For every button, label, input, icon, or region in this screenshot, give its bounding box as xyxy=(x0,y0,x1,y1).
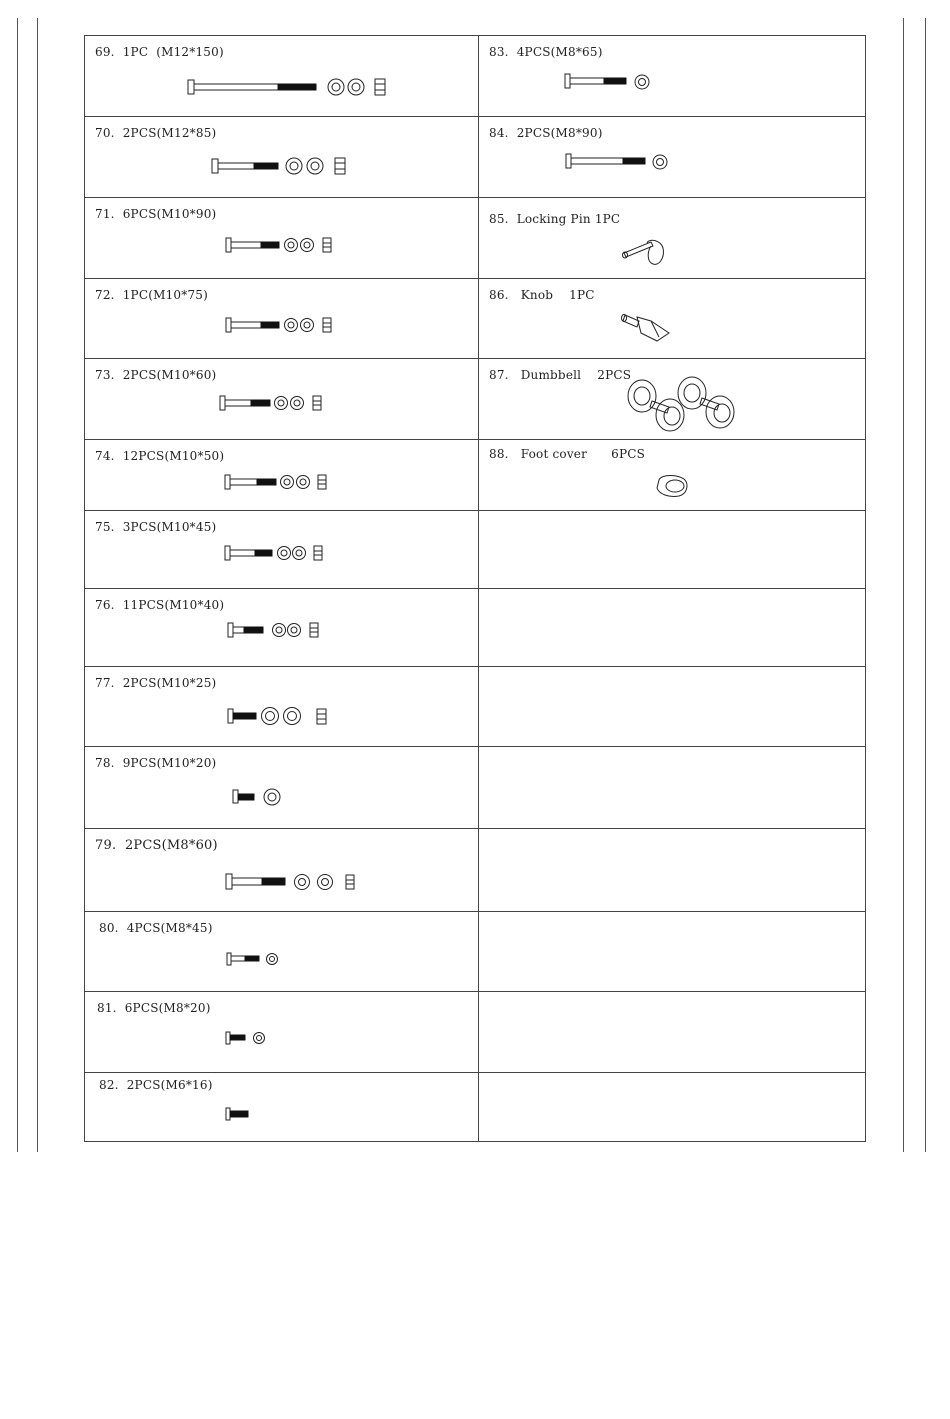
table-row xyxy=(85,511,866,589)
part-label: 77. 2PCS(M10*25) xyxy=(95,676,217,690)
washer-icon xyxy=(264,789,280,805)
washer-icon xyxy=(278,547,291,560)
left-margin-line-outer xyxy=(17,18,18,1152)
washer-icon xyxy=(301,239,314,252)
table-row xyxy=(85,1073,866,1142)
nut-icon xyxy=(310,623,318,637)
bolt-icon xyxy=(85,511,479,589)
part-label: 79. 2PCS(M8*60) xyxy=(95,838,218,853)
washer-icon xyxy=(288,624,301,637)
washer-icon xyxy=(293,547,306,560)
foot-cover-icon xyxy=(479,440,866,511)
part-label: 72. 1PC(M10*75) xyxy=(95,288,208,302)
part-label: 80. 4PCS(M8*45) xyxy=(99,921,213,935)
bolt-icon xyxy=(85,36,479,117)
nut-icon xyxy=(313,396,321,410)
bolt-icon xyxy=(85,829,479,912)
table-row xyxy=(85,589,866,667)
bolt-icon xyxy=(85,912,479,992)
empty-cell xyxy=(479,747,866,829)
table-row xyxy=(85,912,866,992)
bolt-icon xyxy=(85,747,479,829)
washer-icon xyxy=(284,708,301,725)
nut-icon xyxy=(335,158,345,174)
bolt-icon xyxy=(85,117,479,198)
part-cell xyxy=(479,440,866,511)
part-cell xyxy=(479,359,866,440)
left-margin-line-inner xyxy=(37,18,38,1152)
part-label: 76. 11PCS(M10*40) xyxy=(95,598,225,612)
washer-icon xyxy=(653,155,667,169)
empty-cell xyxy=(479,1073,866,1142)
part-cell xyxy=(479,279,866,359)
part-cell xyxy=(85,511,479,589)
part-label: 86. Knob 1PC xyxy=(489,288,595,302)
washer-icon xyxy=(318,875,333,890)
washer-icon xyxy=(635,75,649,89)
bolt-icon xyxy=(479,36,866,117)
washer-icon xyxy=(273,624,286,637)
empty-cell xyxy=(479,667,866,747)
nut-icon xyxy=(317,709,326,724)
hardware-parts-table xyxy=(84,35,866,1142)
bolt-icon xyxy=(85,198,479,279)
part-cell xyxy=(479,36,866,117)
right-margin-line-inner xyxy=(903,18,904,1152)
washer-icon xyxy=(267,954,278,965)
part-cell xyxy=(85,992,479,1073)
part-cell xyxy=(85,198,479,279)
washer-icon xyxy=(291,397,304,410)
knob-icon xyxy=(479,279,866,359)
washer-icon xyxy=(301,319,314,332)
empty-cell xyxy=(479,992,866,1073)
bolt-icon xyxy=(85,440,479,511)
part-label: 87. Dumbbell 2PCS xyxy=(489,368,632,382)
table-row xyxy=(85,359,866,440)
empty-cell xyxy=(479,589,866,667)
bolt-icon xyxy=(85,359,479,440)
bolt-icon xyxy=(85,279,479,359)
part-label: 84. 2PCS(M8*90) xyxy=(489,126,603,140)
part-label: 71. 6PCS(M10*90) xyxy=(95,207,217,221)
empty-cell xyxy=(479,829,866,912)
bolt-icon xyxy=(85,589,479,667)
washer-icon xyxy=(262,708,279,725)
part-cell xyxy=(85,667,479,747)
right-margin-line-outer xyxy=(925,18,926,1152)
part-cell xyxy=(85,1073,479,1142)
washer-icon xyxy=(297,476,310,489)
part-cell xyxy=(85,829,479,912)
nut-icon xyxy=(323,318,331,332)
part-label: 81. 6PCS(M8*20) xyxy=(97,1001,211,1015)
part-cell xyxy=(85,359,479,440)
part-cell xyxy=(85,36,479,117)
part-label: 85. Locking Pin 1PC xyxy=(489,212,621,226)
part-label: 83. 4PCS(M8*65) xyxy=(489,45,603,59)
table-row xyxy=(85,440,866,511)
bolt-icon xyxy=(85,1073,479,1142)
locking-pin-icon xyxy=(479,198,866,279)
part-label: 70. 2PCS(M12*85) xyxy=(95,126,217,140)
table-row xyxy=(85,117,866,198)
washer-icon xyxy=(285,319,298,332)
table-row xyxy=(85,36,866,117)
part-label: 82. 2PCS(M6*16) xyxy=(99,1078,213,1092)
dumbbell-icon xyxy=(479,359,866,440)
part-cell xyxy=(479,117,866,198)
part-label: 69. 1PC (M12*150) xyxy=(95,45,224,59)
washer-icon xyxy=(328,79,344,95)
part-cell xyxy=(85,912,479,992)
part-label: 75. 3PCS(M10*45) xyxy=(95,520,217,534)
bolt-icon xyxy=(85,667,479,747)
nut-icon xyxy=(314,546,322,560)
part-cell xyxy=(85,440,479,511)
table-row xyxy=(85,747,866,829)
part-cell xyxy=(85,747,479,829)
part-label: 74. 12PCS(M10*50) xyxy=(95,449,225,463)
table-row xyxy=(85,198,866,279)
table-row xyxy=(85,279,866,359)
part-cell xyxy=(85,589,479,667)
table-row xyxy=(85,992,866,1073)
part-label: 88. Foot cover 6PCS xyxy=(489,447,646,461)
part-cell xyxy=(479,198,866,279)
washer-icon xyxy=(285,239,298,252)
nut-icon xyxy=(346,875,354,889)
part-label: 73. 2PCS(M10*60) xyxy=(95,368,217,382)
nut-icon xyxy=(375,79,385,95)
empty-cell xyxy=(479,912,866,992)
bolt-icon xyxy=(479,117,866,198)
empty-cell xyxy=(479,511,866,589)
part-cell xyxy=(85,117,479,198)
washer-icon xyxy=(254,1033,265,1044)
nut-icon xyxy=(318,475,326,489)
washer-icon xyxy=(307,158,323,174)
table-row xyxy=(85,829,866,912)
part-cell xyxy=(85,279,479,359)
part-label: 78. 9PCS(M10*20) xyxy=(95,756,217,770)
nut-icon xyxy=(323,238,331,252)
washer-icon xyxy=(295,875,310,890)
washer-icon xyxy=(275,397,288,410)
washer-icon xyxy=(286,158,302,174)
table-row xyxy=(85,667,866,747)
washer-icon xyxy=(281,476,294,489)
washer-icon xyxy=(348,79,364,95)
bolt-icon xyxy=(85,992,479,1073)
